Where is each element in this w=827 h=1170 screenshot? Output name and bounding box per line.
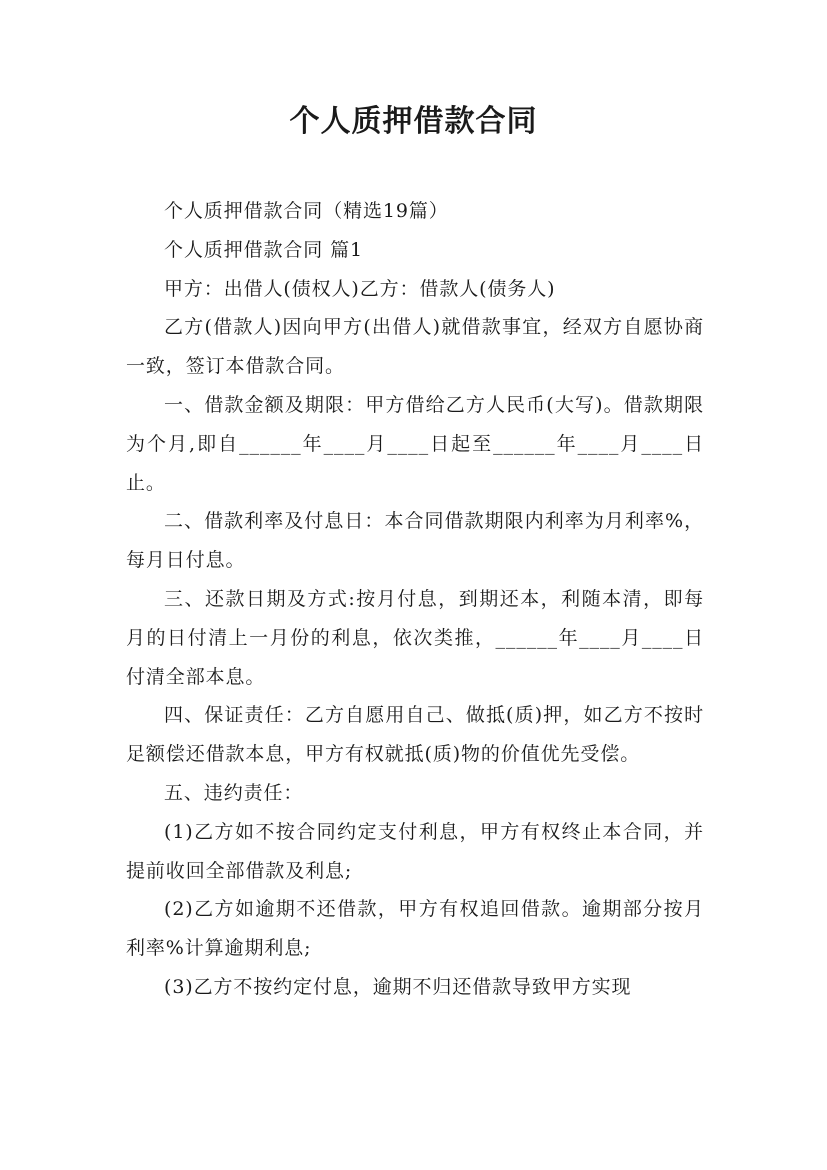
paragraph-item-1: (1)乙方如不按合同约定支付利息，甲方有权终止本合同，并提前收回全部借款及利息; [126,820,704,882]
paragraph-clause-4: 四、保证责任：乙方自愿用自己、做抵(质)押，如乙方不按时足额偿还借款本息，甲方有权就抵(质)物的价值优先受偿。 [126,704,704,766]
paragraph-clause-5: 五、违约责任： [164,781,304,804]
paragraph-item-2: (2)乙方如逾期不还借款，甲方有权追回借款。逾期部分按月利率%计算逾期利息; [126,898,704,960]
paragraph-parties: 甲方：出借人(债权人)乙方：借款人(债务人) [164,277,556,300]
paragraph-section-heading: 个人质押借款合同 篇1 [164,238,364,261]
paragraph-subtitle: 个人质押借款合同（精选19篇） [164,200,449,222]
paragraph-preamble: 乙方(借款人)因向甲方(出借人)就借款事宜，经双方自愿协商一致，签订本借款合同。 [126,316,704,378]
document-title: 个人质押借款合同 [289,104,538,139]
paragraph-item-3: (3)乙方不按约定付息，逾期不归还借款导致甲方实现 [164,975,632,998]
paragraph-clause-1: 一、借款金额及期限：甲方借给乙方人民币(大写)。借款期限为个月,即自______年____月____日起至______年____月____日止。 [126,393,704,494]
paragraph-clause-2: 二、借款利率及付息日：本合同借款期限内利率为月利率%，每月日付息。 [126,510,704,572]
paragraph-clause-3: 三、还款日期及方式:按月付息，到期还本，利随本清，即每月的日付清上一月份的利息，依次类推，______年____月____日付清全部本息。 [126,587,704,688]
document-body [126,192,704,1007]
